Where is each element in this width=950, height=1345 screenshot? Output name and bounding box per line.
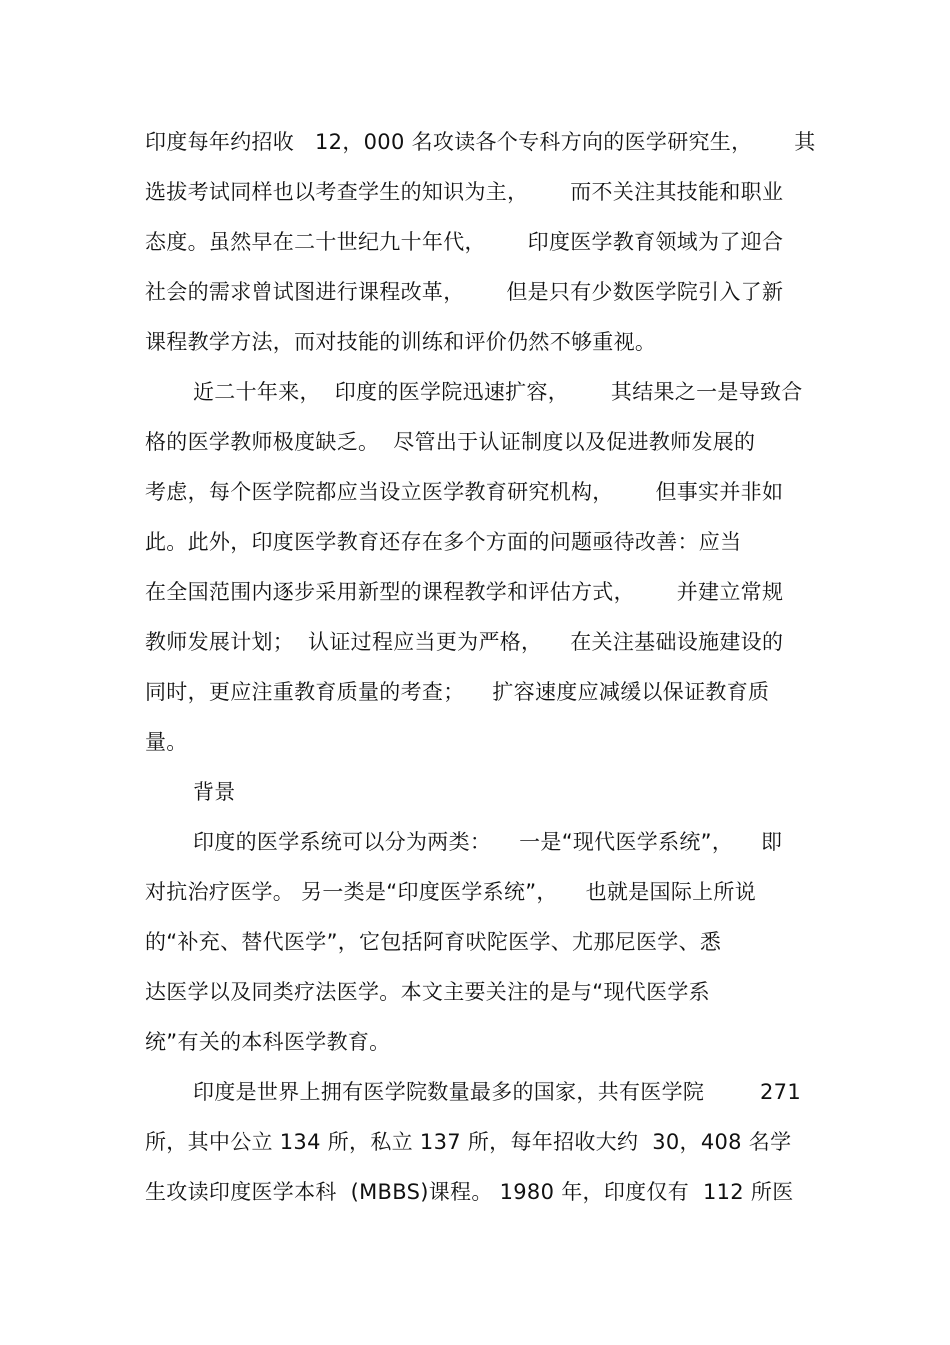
text-line: 所，其中公立 134 所，私立 137 所，每年招收大约 30，408 名学 xyxy=(145,1130,792,1154)
text-line: 印度是世界上拥有医学院数量最多的国家，共有医学院 271 xyxy=(193,1080,801,1104)
text-line: 课程教学方法，而对技能的训练和评价仍然不够重视。 xyxy=(145,330,657,354)
section-heading: 背景 xyxy=(193,780,236,804)
text-line: 此。此外，印度医学教育还存在多个方面的问题亟待改善：应当 xyxy=(145,530,742,554)
text-line: 同时，更应注重教育质量的考查； 扩容速度应减缓以保证教育质 xyxy=(145,680,770,704)
text-line: 近二十年来， 印度的医学院迅速扩容， 其结果之一是导致合 xyxy=(193,380,803,404)
text-line: 态度。虽然早在二十世纪九十年代， 印度医学教育领域为了迎合 xyxy=(145,230,784,254)
text-line: 教师发展计划； 认证过程应当更为严格， 在关注基础设施建设的 xyxy=(145,630,784,654)
text-line: 考虑，每个医学院都应当设立医学教育研究机构， 但事实并非如 xyxy=(145,480,784,504)
text-line: 统”有关的本科医学教育。 xyxy=(145,1030,391,1054)
text-line: 印度的医学系统可以分为两类： 一是“现代医学系统”， 即 xyxy=(193,830,783,854)
text-line: 达医学以及同类疗法医学。本文主要关注的是与“现代医学系 xyxy=(145,980,710,1004)
text-line: 印度每年约招收 12，000 名攻读各个专科方向的医学研究生， 其 xyxy=(145,130,816,154)
text-line: 社会的需求曾试图进行课程改革， 但是只有少数医学院引入了新 xyxy=(145,280,784,304)
text-line: 对抗治疗医学。 另一类是“印度医学系统”， 也就是国际上所说 xyxy=(145,880,757,904)
text-line: 量。 xyxy=(145,730,188,754)
text-line: 格的医学教师极度缺乏。 尽管出于认证制度以及促进教师发展的 xyxy=(145,430,756,454)
text-line: 选拔考试同样也以考查学生的知识为主， 而不关注其技能和职业 xyxy=(145,180,784,204)
text-line: 的“补充、替代医学”，它包括阿育吠陀医学、尤那尼医学、悉 xyxy=(145,930,722,954)
text-line: 在全国范围内逐步采用新型的课程教学和评估方式， 并建立常规 xyxy=(145,580,784,604)
text-line: 生攻读印度医学本科 (MBBS)课程。 1980 年，印度仅有 112 所医 xyxy=(145,1180,794,1204)
